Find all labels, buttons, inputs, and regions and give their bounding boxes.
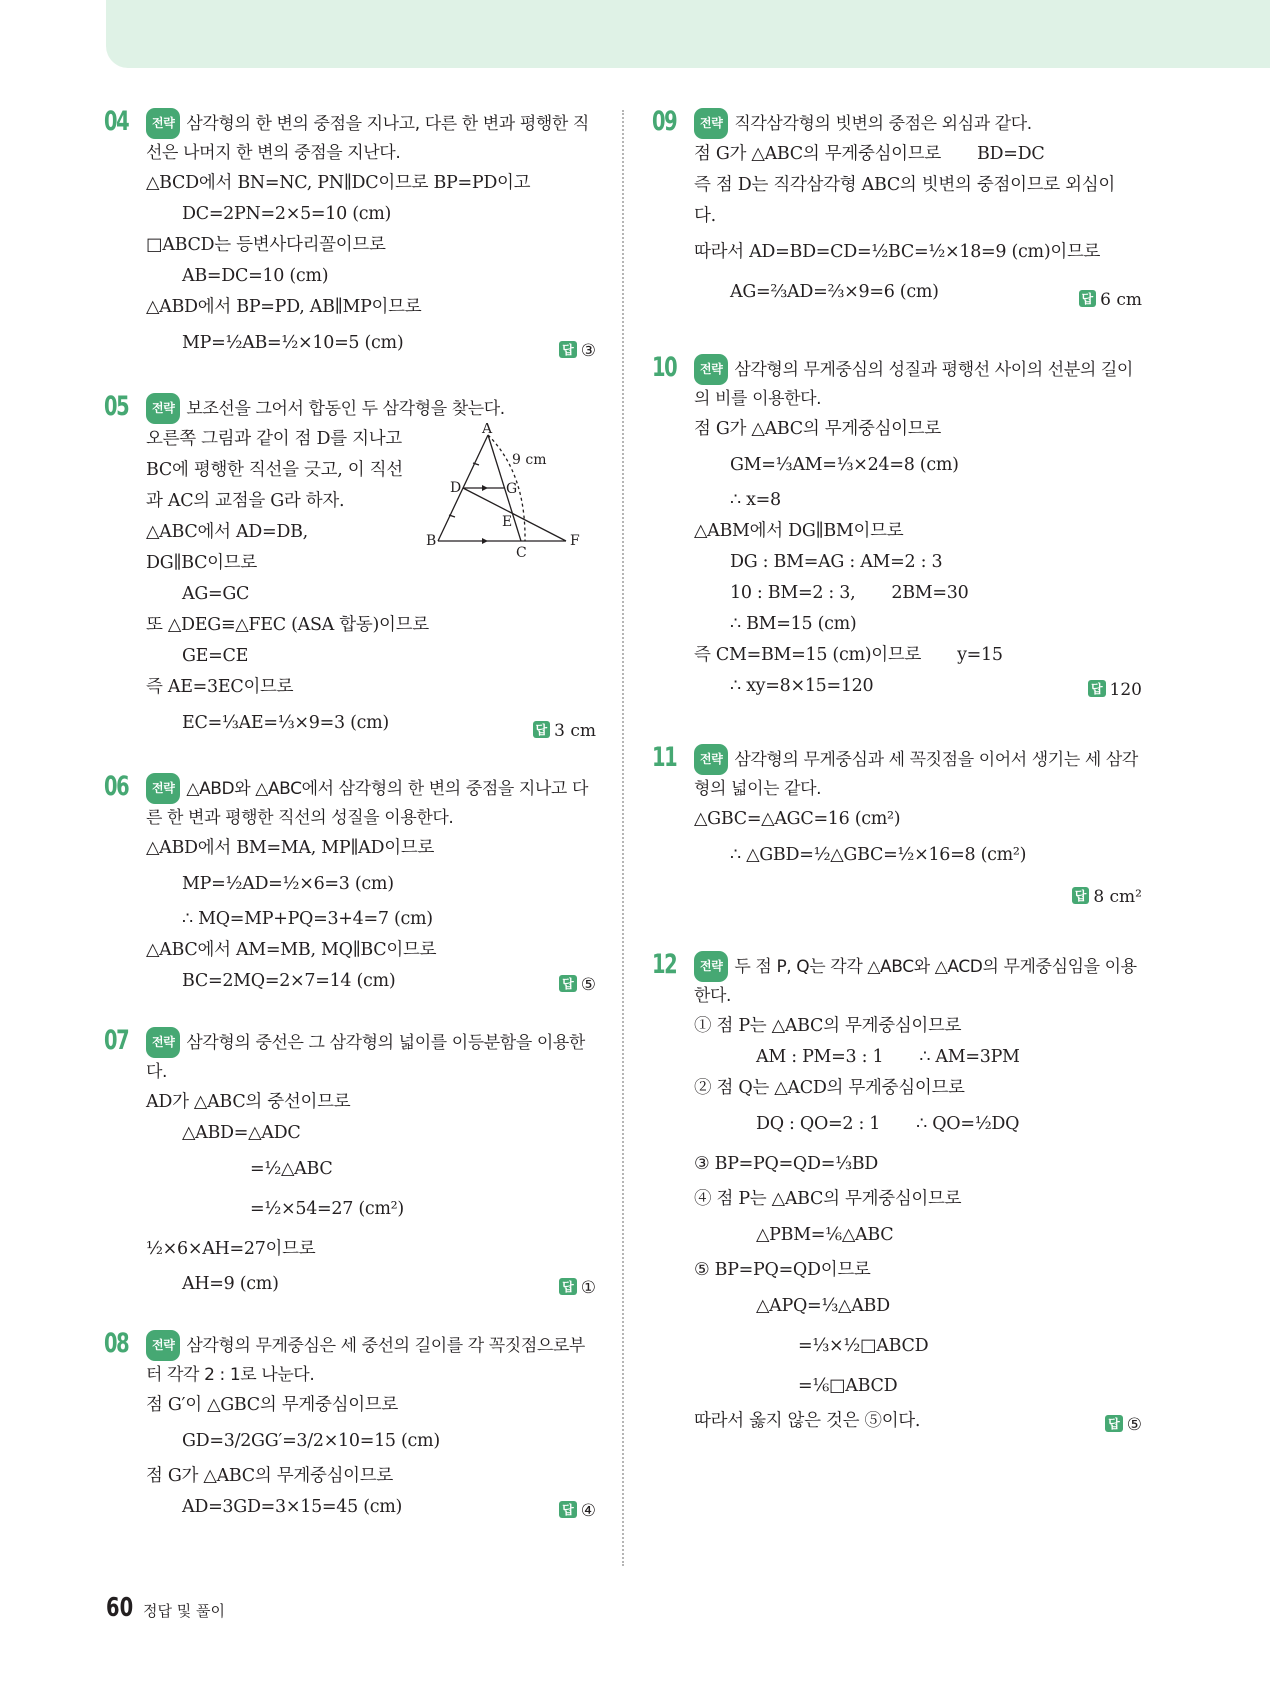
answer-value: 120 (1109, 680, 1142, 700)
strategy-text: 삼각형의 무게중심은 세 중선의 길이를 각 꼭짓점으로부터 각각 2 : 1로 나눈다. (146, 1336, 585, 1385)
solution-line (694, 640, 1142, 671)
solution-line: EC=⅓AE=⅓×9=3 (cm) (182, 713, 389, 733)
solution-line: GE=CE (182, 646, 249, 666)
strategy-tag: 전략 (694, 108, 728, 139)
solution-line: BC에 평행한 직선을 긋고, 이 직선 (146, 460, 403, 480)
solution-line: ④ 점 P는 △ABC의 무게중심이므로 (694, 1189, 962, 1209)
solution-line: 점 G가 △ABC의 무게중심이므로 (694, 419, 941, 439)
problem-09 (654, 108, 1142, 312)
column-divider (622, 110, 624, 1566)
answer-icon: 답 (1105, 1415, 1123, 1432)
answer (533, 721, 596, 741)
solution-line: 즉 점 D는 직각삼각형 ABC의 빗변의 중점이므로 외심이 (694, 175, 1115, 195)
solution-line: ② 점 Q는 △ACD의 무게중심이므로 (694, 1078, 965, 1098)
solution-text: BD=DC (977, 144, 1045, 164)
strategy-tag: 전략 (146, 1330, 180, 1361)
strategy-text: 직각삼각형의 빗변의 중점은 외심과 같다. (734, 114, 1032, 134)
solution-line: =⅙□ABCD (798, 1376, 898, 1396)
answer (559, 1501, 596, 1521)
answer-icon: 답 (559, 975, 577, 992)
strategy-tag: 전략 (694, 744, 728, 775)
solution-line (694, 1104, 1142, 1144)
answer-value: ④ (580, 1501, 596, 1521)
problem-08 (106, 1330, 596, 1523)
problem-number: 04 (104, 106, 129, 137)
solution-line: 점 G′이 △GBC의 무게중심이므로 (146, 1395, 399, 1415)
problem-04 (106, 108, 596, 363)
solution-line: AH=9 (cm) (182, 1274, 279, 1294)
strategy (694, 951, 1142, 1011)
problem-number: 05 (104, 391, 129, 422)
solution-line (694, 578, 1142, 609)
solution-line: △ABD에서 BM=MA, MP∥AD이므로 (146, 838, 435, 858)
solution-text: 즉 CM=BM=15 (cm)이므로 (694, 645, 922, 665)
answer-icon: 답 (559, 341, 577, 358)
left-column (106, 108, 596, 1553)
vertex-label-d: D (450, 480, 462, 496)
solution-line: 따라서 AD=BD=CD=½BC=½×18=9 (cm)이므로 (694, 242, 1101, 262)
solution-line: DC=2PN=2×5=10 (cm) (182, 204, 392, 224)
answer-value: 6 cm (1100, 290, 1142, 310)
strategy-text: 삼각형의 무게중심과 세 꼭짓점을 이어서 생기는 세 삼각형의 넓이는 같다. (694, 750, 1138, 799)
answer-value: 3 cm (554, 721, 596, 741)
solution-line (694, 1042, 1142, 1073)
solution-line: ∴ BM=15 (cm) (730, 614, 857, 634)
answer-value: 8 cm² (1093, 887, 1142, 907)
page-footer (106, 1593, 225, 1623)
strategy-text: 두 점 P, Q는 각각 △ABC와 △ACD의 무게중심임을 이용한다. (694, 957, 1137, 1006)
answer-icon: 답 (559, 1278, 577, 1295)
solution-line: DG∥BC이므로 (146, 553, 257, 573)
answer (559, 341, 596, 361)
strategy-tag: 전략 (146, 1027, 180, 1058)
solution-line: 즉 AE=3EC이므로 (146, 677, 294, 697)
answer (559, 1278, 596, 1298)
answer-value: ⑤ (580, 975, 596, 995)
vertex-label-a: A (482, 423, 493, 437)
problem-05 (106, 393, 596, 743)
answer (559, 975, 596, 995)
solution-line: △ABC에서 AM=MB, MQ∥BC이므로 (146, 940, 437, 960)
problem-number: 10 (652, 352, 677, 383)
problem-number: 06 (104, 771, 129, 802)
answer-icon: 답 (559, 1501, 577, 1518)
solution-line: 점 G가 △ABC의 무게중심이므로 (146, 1466, 393, 1486)
strategy-text: 삼각형의 무게중심의 성질과 평행선 사이의 선분의 길이의 비를 이용한다. (694, 360, 1133, 409)
solution-line: AB=DC=10 (cm) (182, 266, 329, 286)
strategy-text: △ABD와 △ABC에서 삼각형의 한 변의 중점을 지나고 다른 한 변과 평행한 직선의 성질을 이용한다. (146, 779, 588, 828)
solution-line: AG=GC (182, 584, 250, 604)
solution-line: ① 점 P는 △ABC의 무게중심이므로 (694, 1016, 962, 1036)
solution-text: ∴ AM=3PM (919, 1047, 1020, 1067)
triangle-figure (426, 423, 596, 563)
strategy (694, 354, 1142, 414)
answer-value: ③ (580, 341, 596, 361)
solution-line: △PBM=⅙△ABC (756, 1225, 894, 1245)
answer-icon: 답 (533, 721, 551, 738)
answer-icon: 답 (1079, 290, 1097, 307)
solution-line: ⑤ BP=PQ=QD이므로 (694, 1260, 871, 1280)
problem-11 (654, 744, 1142, 909)
solution-line: △ABD=△ADC (182, 1123, 301, 1143)
right-column (654, 108, 1142, 1467)
solution-line: ½×6×AH=27이므로 (146, 1239, 316, 1259)
problem-number: 11 (652, 742, 677, 773)
solution-line: △GBC=△AGC=16 (cm²) (694, 809, 901, 829)
solution-line: MP=½AD=½×6=3 (cm) (182, 874, 394, 894)
strategy (146, 1330, 596, 1390)
problem-06 (106, 773, 596, 997)
answer-value: ⑤ (1126, 1415, 1142, 1435)
solution-line: 따라서 옳지 않은 것은 ⑤이다. (694, 1411, 921, 1431)
solution-line: =⅓×½□ABCD (798, 1336, 929, 1356)
solution-text: ∴ QO=½DQ (916, 1114, 1020, 1134)
solution-text: 점 G가 △ABC의 무게중심이므로 (694, 144, 941, 164)
length-label: 9 cm (512, 452, 547, 468)
vertex-label-e: E (502, 514, 513, 530)
strategy-text: 보조선을 그어서 합동인 두 삼각형을 찾는다. (186, 399, 505, 419)
solution-text: y=15 (957, 645, 1003, 665)
solution-line: 다. (694, 206, 716, 226)
solution-line: ∴ xy=8×15=120 (730, 676, 874, 696)
vertex-label-f: F (570, 533, 580, 549)
strategy (146, 108, 596, 168)
footer-label: 정답 및 풀이 (142, 1602, 225, 1620)
answer (1105, 1415, 1142, 1435)
solution-line: △APQ=⅓△ABD (756, 1296, 890, 1316)
solution-line: ③ BP=PQ=QD=⅓BD (694, 1154, 879, 1174)
solution-line: MP=½AB=½×10=5 (cm) (182, 333, 404, 353)
answer-icon: 답 (1072, 887, 1090, 904)
solution-line: 오른쪽 그림과 같이 점 D를 지나고 (146, 429, 402, 449)
strategy-tag: 전략 (146, 108, 180, 139)
strategy-tag: 전략 (694, 951, 728, 982)
problem-number: 09 (652, 106, 677, 137)
strategy-tag: 전략 (146, 773, 180, 804)
vertex-label-b: B (426, 533, 437, 549)
strategy (146, 773, 596, 833)
strategy (694, 108, 1142, 139)
strategy-tag: 전략 (694, 354, 728, 385)
solution-line: 또 △DEG≡△FEC (ASA 합동)이므로 (146, 615, 429, 635)
strategy-text: 삼각형의 한 변의 중점을 지나고, 다른 한 변과 평행한 직선은 나머지 한 변의 중점을 지난다. (146, 114, 589, 163)
solution-text: 2BM=30 (891, 583, 969, 603)
problem-10 (654, 354, 1142, 702)
solution-line: △BCD에서 BN=NC, PN∥DC이므로 BP=PD이고 (146, 173, 531, 193)
solution-line: ∴ △GBD=½△GBC=½×16=8 (cm²) (730, 845, 1027, 865)
solution-text: 10 : BM=2 : 3, (730, 583, 856, 603)
solution-line: =½×54=27 (cm²) (250, 1199, 404, 1219)
problem-number: 12 (652, 949, 677, 980)
solution-line: BC=2MQ=2×7=14 (cm) (182, 971, 396, 991)
solution-line: △ABC에서 AD=DB, (146, 522, 308, 542)
solution-text: AM : PM=3 : 1 (756, 1047, 884, 1067)
page-number: 60 (106, 1593, 134, 1623)
solution-line: □ABCD는 등변사다리꼴이므로 (146, 235, 386, 255)
strategy-tag: 전략 (146, 393, 180, 424)
answer (1072, 887, 1142, 907)
strategy (146, 393, 596, 424)
problem-number: 07 (104, 1025, 129, 1056)
solution-line: GD=3/2GG′=3/2×10=15 (cm) (182, 1431, 440, 1451)
vertex-label-g: G (506, 481, 518, 497)
solution-line: ∴ x=8 (730, 490, 781, 510)
solution-line: ∴ MQ=MP+PQ=3+4=7 (cm) (182, 909, 433, 929)
header-band (106, 0, 1270, 68)
strategy-text: 삼각형의 중선은 그 삼각형의 넓이를 이등분함을 이용한다. (146, 1033, 585, 1082)
vertex-label-c: C (516, 545, 527, 561)
solution-line: 과 AC의 교점을 G라 하자. (146, 491, 345, 511)
answer (1088, 680, 1142, 700)
problem-07 (106, 1027, 596, 1300)
problem-number: 08 (104, 1328, 129, 1359)
solution-line: AG=⅔AD=⅔×9=6 (cm) (730, 282, 939, 302)
solution-line: AD가 △ABC의 중선이므로 (146, 1092, 351, 1112)
answer (1079, 290, 1142, 310)
solution-line: GM=⅓AM=⅓×24=8 (cm) (730, 455, 959, 475)
answer-value: ① (580, 1278, 596, 1298)
answer-icon: 답 (1088, 680, 1106, 697)
solution-line: △ABD에서 BP=PD, AB∥MP이므로 (146, 297, 422, 317)
solution-line (694, 139, 1142, 170)
problem-12 (654, 951, 1142, 1437)
strategy (694, 744, 1142, 804)
solution-line: AD=3GD=3×15=45 (cm) (182, 1497, 403, 1517)
solution-line: =½△ABC (250, 1159, 333, 1179)
solution-line: △ABM에서 DG∥BM이므로 (694, 521, 904, 541)
strategy (146, 1027, 596, 1087)
solution-line: DG : BM=AG : AM=2 : 3 (730, 552, 943, 572)
solution-text: DQ : QO=2 : 1 (756, 1114, 881, 1134)
